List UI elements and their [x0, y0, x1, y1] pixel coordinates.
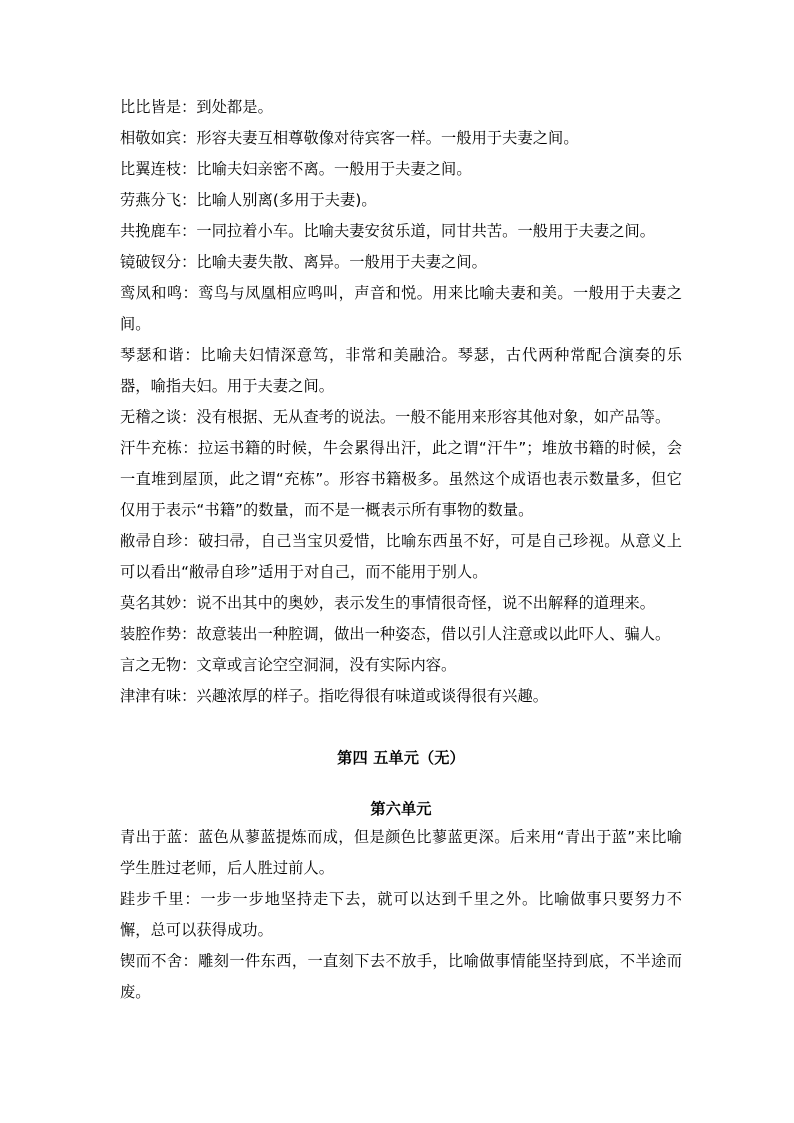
- section-heading-units-4-5: 第四 五单元（无）: [337, 749, 465, 767]
- idiom-entry-qingchuyulan: 青出于蓝：蓝色从蓼蓝提炼而成，但是颜色比蓼蓝更深。后来用“青出于蓝”来比喻学生胜过老师，后人胜过前人。: [120, 828, 682, 877]
- idiom-entry-jinjinyouwei: 津津有味：兴趣浓厚的样子。指吃得很有味道或谈得很有兴趣。: [120, 687, 549, 705]
- idiom-entry-yanzhiwuwu: 言之无物：文章或言论空空洞洞，没有实际内容。: [120, 656, 457, 674]
- idiom-entry-gongwanluche: 共挽鹿车：一同拉着小车。比喻夫妻安贫乐道，同甘共苦。一般用于夫妻之间。: [120, 222, 656, 240]
- section-heading-unit-6: 第六单元: [370, 800, 432, 818]
- idiom-entry-laoyanfenfei: 劳燕分飞：比喻人别离(多用于夫妻)。: [120, 191, 377, 209]
- idiom-entry-xiangjingrubin: 相敬如宾：形容夫妻互相尊敬像对待宾客一样。一般用于夫妻之间。: [120, 129, 579, 147]
- idiom-entry-qieerbushe: 锲而不舍：雕刻一件东西，一直刻下去不放手，比喻做事情能坚持到底，不半途而废。: [120, 952, 682, 1001]
- idiom-entry-bibijieshi: 比比皆是：到处都是。: [120, 98, 273, 116]
- idiom-entry-wujizhitan: 无稽之谈：没有根据、无从查考的说法。一般不能用来形容其他对象，如产品等。: [120, 408, 671, 426]
- idiom-entry-mominqimiao: 莫名其妙：说不出其中的奥妙，表示发生的事情很奇怪，说不出解释的道理来。: [120, 594, 656, 612]
- idiom-entry-jingpochaifen: 镜破钗分：比喻夫妻失散、离异。一般用于夫妻之间。: [120, 253, 487, 271]
- idiom-entry-biyilianzhi: 比翼连枝：比喻夫妇亲密不离。一般用于夫妻之间。: [120, 160, 472, 178]
- idiom-entry-bizhouzizhen: 敝帚自珍：破扫帚，自己当宝贝爱惜，比喻东西虽不好，可是自己珍视。从意义上可以看出“敝帚自珍”适用于对自己，而不能用于别人。: [120, 532, 682, 581]
- idiom-entry-hanniuchongdong: 汗牛充栋：拉运书籍的时候，牛会累得出汗，此之谓“汗牛”；堆放书籍的时候，会一直堆到屋顶，此之谓“充栋”。形容书籍极多。虽然这个成语也表示数量多，但它仅用于表示“书籍”的数量，而不是一概表示所有事物的数量。: [120, 439, 682, 519]
- document-content: [120, 92, 682, 1008]
- idiom-entry-kuibuqianli: 跬步千里：一步一步地坚持走下去，就可以达到千里之外。比喻做事只要努力不懈，总可以获得成功。: [120, 890, 682, 939]
- idiom-entry-luanfenghemin: 鸾凤和鸣：鸾鸟与凤凰相应鸣叫，声音和悦。用来比喻夫妻和美。一般用于夫妻之间。: [120, 284, 682, 333]
- idiom-entry-qinsehexie: 琴瑟和谐：比喻夫妇情深意笃，非常和美融洽。琴瑟，古代两种常配合演奏的乐器，喻指夫妇。用于夫妻之间。: [120, 346, 682, 395]
- idiom-entry-zhuangqiangzuoshi: 装腔作势：故意装出一种腔调，做出一种姿态，借以引人注意或以此吓人、骗人。: [120, 625, 671, 643]
